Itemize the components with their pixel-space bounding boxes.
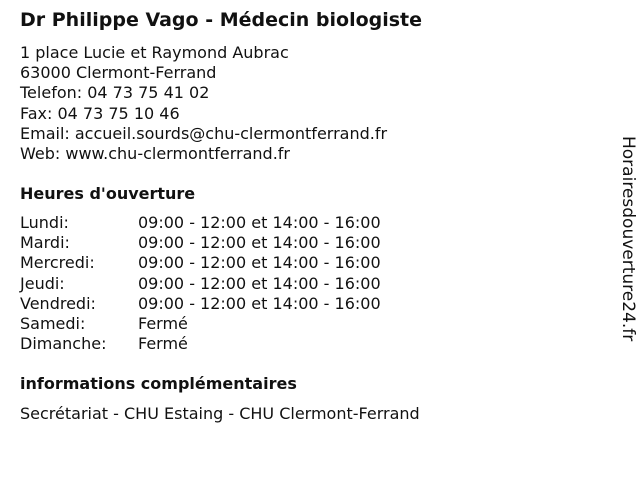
time-value: Fermé — [138, 314, 188, 334]
page-title: Dr Philippe Vago - Médecin biologiste — [20, 9, 423, 31]
time-value: 09:00 - 12:00 et 14:00 - 16:00 — [138, 273, 381, 293]
address-line-city: 63000 Clermont-Ferrand — [20, 63, 217, 83]
time-value: 09:00 - 12:00 et 14:00 - 16:00 — [138, 253, 381, 273]
hours-row-sunday — [20, 334, 381, 354]
phone-number: Telefon: 04 73 75 41 02 — [20, 83, 210, 103]
day-label: Dimanche: — [20, 334, 107, 354]
email-address: Email: accueil.sourds@chu-clermontferrand.fr — [20, 123, 388, 143]
additional-info-heading: informations complémentaires — [20, 374, 297, 393]
opening-hours-heading: Heures d'ouverture — [20, 184, 196, 203]
day-label: Mardi: — [20, 233, 70, 253]
additional-info-text: Secrétariat - CHU Estaing - CHU Clermont-Ferrand — [20, 404, 420, 423]
hours-row-friday — [20, 294, 381, 314]
address-line-street: 1 place Lucie et Raymond Aubrac — [20, 43, 289, 62]
day-label: Jeudi: — [20, 273, 65, 293]
time-value: 09:00 - 12:00 et 14:00 - 16:00 — [138, 233, 381, 253]
hours-row-tuesday — [20, 233, 381, 253]
day-label: Samedi: — [20, 314, 86, 334]
website: Web: www.chu-clermontferrand.fr — [20, 144, 291, 164]
fax-number: Fax: 04 73 75 10 46 — [20, 103, 180, 123]
time-value: 09:00 - 12:00 et 14:00 - 16:00 — [138, 293, 381, 313]
hours-row-thursday — [20, 274, 381, 294]
hours-row-wednesday — [20, 253, 381, 273]
day-label: Vendredi: — [20, 293, 96, 313]
hours-row-monday — [20, 213, 381, 233]
time-value: 09:00 - 12:00 et 14:00 - 16:00 — [138, 213, 381, 232]
contact-block — [20, 43, 387, 164]
day-label: Mercredi: — [20, 253, 95, 273]
site-watermark: Horairesdouverture24.fr — [618, 136, 638, 342]
hours-row-saturday — [20, 314, 381, 334]
day-label: Lundi: — [20, 213, 69, 232]
time-value: Fermé — [138, 334, 188, 354]
opening-hours-table — [20, 213, 381, 354]
